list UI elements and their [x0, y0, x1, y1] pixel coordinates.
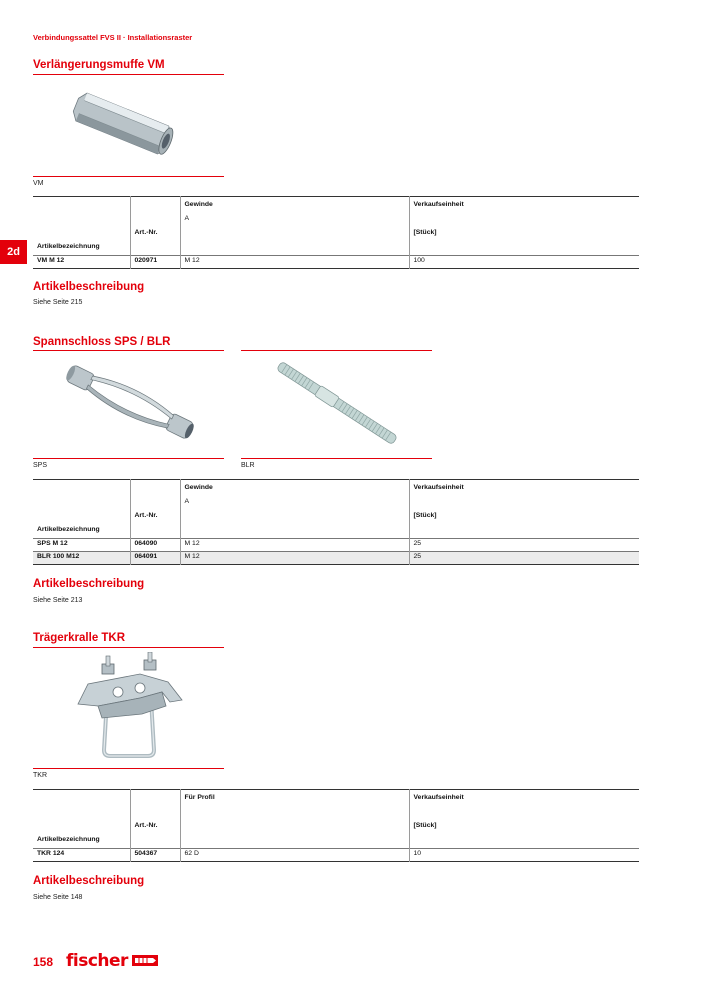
col-header-4: Verkaufseinheit: [409, 480, 639, 499]
description-text: Siehe Seite 213: [33, 597, 83, 604]
description-title: Artikelbeschreibung: [33, 281, 145, 293]
table-row: SPS M 12 064090 M 12 25: [33, 539, 639, 552]
section-rule: [33, 647, 224, 648]
image-rule: [241, 458, 432, 459]
section-title-tkr: Trägerkralle TKR: [33, 632, 126, 644]
col-sub-3: A: [180, 215, 409, 229]
image-rule: [33, 458, 224, 459]
col-sub-4: [Stück]: [409, 512, 639, 526]
description-title: Artikelbeschreibung: [33, 875, 145, 887]
spec-table-tkr: [33, 789, 639, 862]
col-header-artnr: Art.-Nr.: [130, 512, 180, 526]
image-caption-blr: BLR: [241, 462, 255, 469]
chapter-tab: 2d: [0, 240, 27, 264]
col-header-3: Gewinde: [180, 480, 409, 499]
description-text: Siehe Seite 215: [33, 299, 83, 306]
col-header-3: Gewinde: [180, 197, 409, 216]
page-header-title: Verbindungssattel FVS II · Installationsraster: [33, 33, 193, 42]
image-caption-vm: VM: [33, 180, 44, 187]
product-image-tkr: [70, 652, 190, 762]
spec-table-vm: [33, 196, 639, 269]
col-header-4: Verkaufseinheit: [409, 790, 639, 809]
col-header-artnr: Art.-Nr.: [130, 229, 180, 243]
page-number: 158: [33, 955, 54, 969]
col-header-article: Artikelbezeichnung: [37, 836, 100, 843]
col-header-article: Artikelbezeichnung: [37, 526, 100, 533]
section-rule: [33, 74, 224, 75]
col-header-artnr: Art.-Nr.: [130, 822, 180, 836]
product-image-sps: [55, 355, 205, 450]
product-image-vm: [66, 80, 186, 170]
image-rule: [33, 768, 224, 769]
section-title-sps-blr: Spannschloss SPS / BLR: [33, 336, 171, 348]
col-sub-3: A: [180, 498, 409, 512]
table-row: TKR 124 504367 62 D 10: [33, 849, 639, 862]
brand-logo: [66, 951, 128, 971]
image-caption-tkr: TKR: [33, 772, 47, 779]
col-header-article: Artikelbezeichnung: [37, 243, 100, 250]
brand-wordmark: fischer: [66, 951, 128, 971]
section-rule: [241, 350, 432, 351]
product-image-blr: [262, 356, 412, 451]
image-caption-sps: SPS: [33, 462, 48, 469]
spec-table-sps-blr: [33, 479, 639, 565]
section-title-vm: Verlängerungsmuffe VM: [33, 59, 165, 71]
table-row: VM M 12 020971 M 12 100: [33, 256, 639, 269]
description-text: Siehe Seite 148: [33, 894, 83, 901]
image-rule: [33, 176, 224, 177]
table-row: BLR 100 M12 064091 M 12 25: [33, 552, 639, 565]
description-title: Artikelbeschreibung: [33, 578, 145, 590]
col-header-4: Verkaufseinheit: [409, 197, 639, 216]
col-header-3: Für Profil: [180, 790, 409, 809]
fischer-dowel-icon: [132, 955, 158, 966]
col-sub-4: [Stück]: [409, 822, 639, 836]
col-sub-4: [Stück]: [409, 229, 639, 243]
section-rule: [33, 350, 224, 351]
